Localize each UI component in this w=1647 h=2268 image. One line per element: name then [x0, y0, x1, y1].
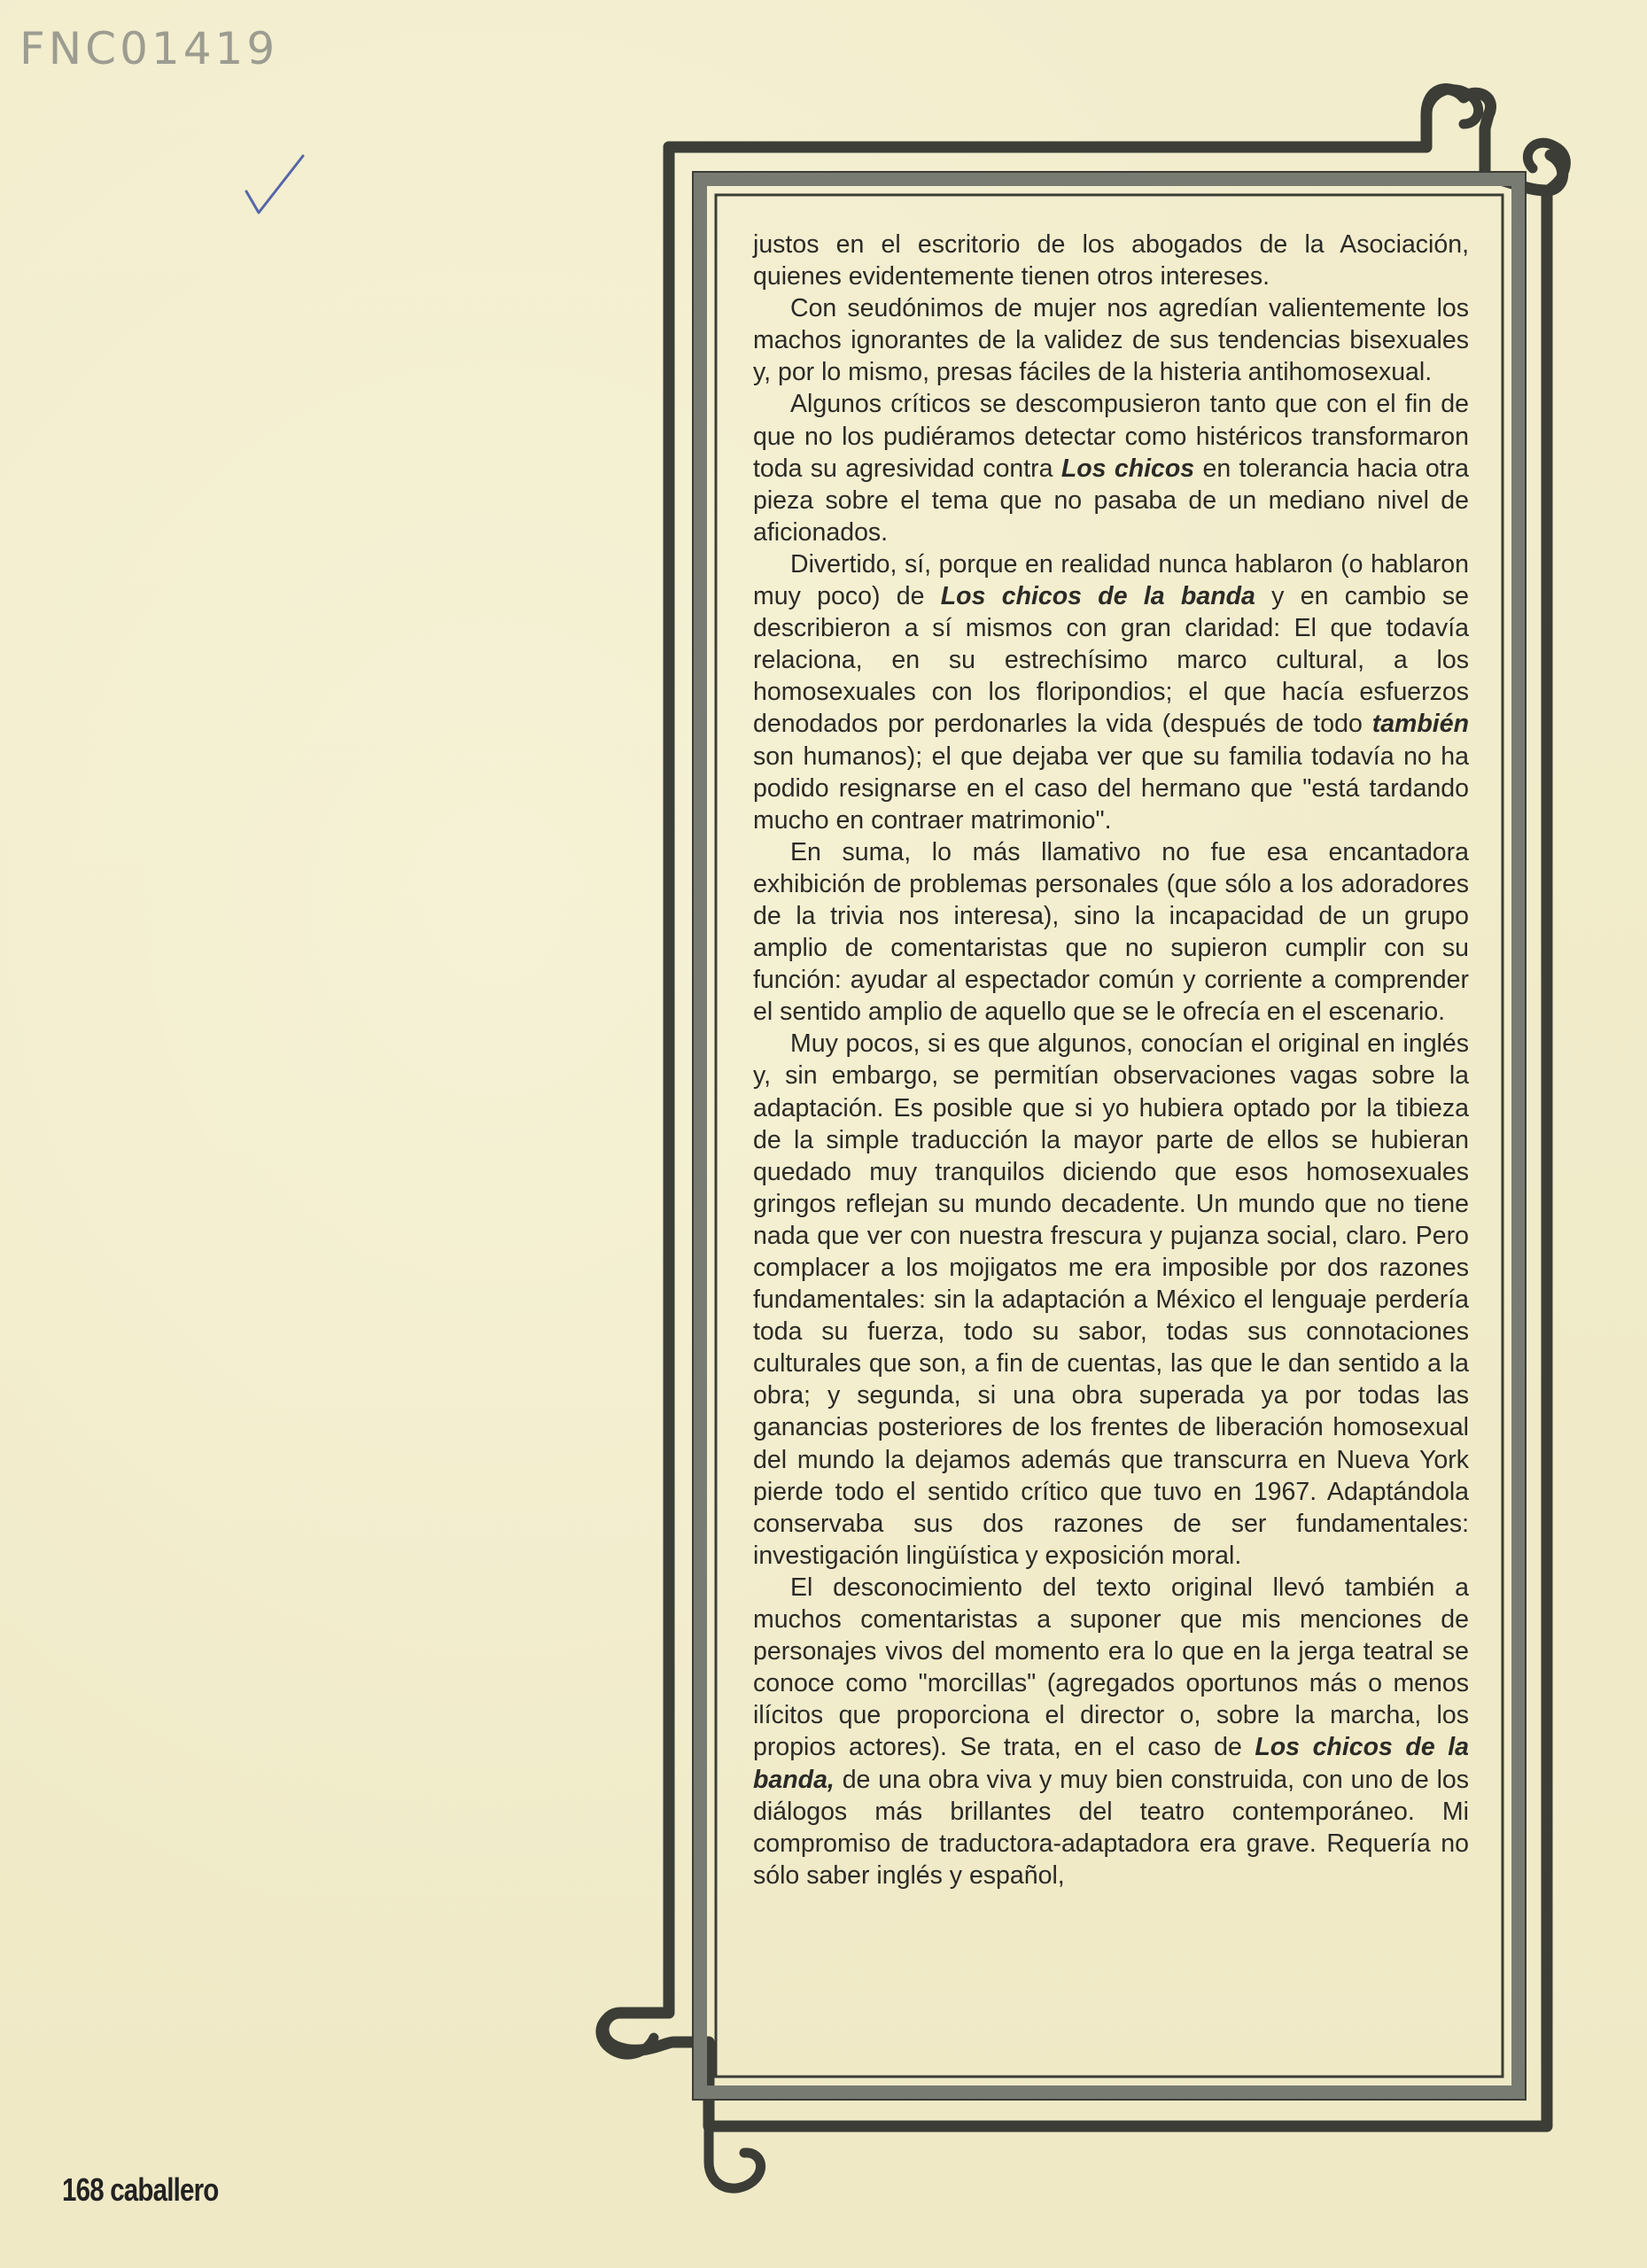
article-paragraph-3: Algunos críticos se descompusieron tanto que con el fin de que no los pudiéramos detectar como histéricos transformaron toda su agresividad contra Los chicos en tolerancia hacia otra pieza sobre el tema que no pasaba de un mediano nivel de aficionados.	[753, 390, 1469, 547]
article-paragraph-5: En suma, lo más llamativo no fue esa encantadora exhibición de problemas personales (que sólo a los adoradores de la trivia nos interesa), sino la incapacidad de un grupo amplio de comentaristas que no supieron cumplir con su función: ayudar al espectador común y corriente a comprender el sentido amplio de aquello que se le ofrecía en el escenario.	[753, 837, 1469, 1027]
article-paragraph-1: justos en el escritorio de los abogados de la Asociación, quienes evidentemente tienen otros intereses.	[753, 230, 1469, 291]
magazine-name: caballero	[110, 2171, 219, 2208]
archive-code-stamp: FNC01419	[19, 23, 279, 74]
emphasis-word: también	[1371, 710, 1469, 739]
article-paragraph-2: Con seudónimos de mujer nos agredían valientemente los machos ignorantes de la validez de sus tendencias bisexuales y, por lo mismo, presas fáciles de la histeria antihomosexual.	[753, 294, 1469, 387]
play-title: Los chicos	[1060, 454, 1195, 483]
play-title: Los chicos de la banda,	[753, 1733, 1469, 1794]
page-number: 168	[62, 2171, 104, 2208]
article-paragraph-4: Divertido, sí, porque en realidad nunca hablaron (o hablaron muy poco) de Los chicos de la banda y en cambio se describieron a sí mismos con gran claridad: El que todavía relaciona, en su estrechísimo marco cultural, a los homosexuales con los floripondios; el que hacía esfuerzos denodados por perdonarles la vida (después de todo también son humanos); el que dejaba ver que su familia todavía no ha podido resignarse en el caso del hermano que "está tardando mucho en contraer matrimonio".	[753, 549, 1470, 835]
article-body	[753, 229, 1469, 1891]
article-paragraph-7: El desconocimiento del texto original llevó también a muchos comentaristas a suponer que mis menciones de personajes vivos del momento era lo que en la jerga teatral se conoce como "morcillas" (agregados oportunos más o menos ilícitos que proporciona el director o, sobre la marcha, los propios actores). Se trata, en el caso de Los chicos de la banda, de una obra viva y muy bien construida, con uno de los diálogos más brillantes del teatro contemporáneo. Mi compromiso de traductora-adaptadora era grave. Requería no sólo saber inglés y español,	[753, 1573, 1469, 1890]
page-footer	[62, 2171, 218, 2209]
play-title: Los chicos de la banda	[940, 582, 1255, 611]
article-paragraph-6: Muy pocos, si es que algunos, conocían el original en inglés y, sin embargo, se permitían observaciones vagas sobre la adaptación. Es posible que si yo hubiera optado por la tibieza de la simple traducción la mayor parte de ellos se hubieran quedado muy tranquilos diciendo que esos homosexuales gringos reflejan su mundo decadente. Un mundo que no tiene nada que ver con nuestra frescura y pujanza social, claro. Pero complacer a los mojigatos me era imposible por dos razones fundamentales: sin la adaptación a México el lenguaje perdería toda su fuerza, todo su sabor, todas sus connotaciones culturales que son, a fin de cuentas, las que le dan sentido a la obra; y segunda, si una obra superada ya por todas las ganancias posteriores de los frentes de liberación homosexual del mundo la dejamos además que transcurra en Nueva York pierde todo el sentido crítico que tuvo en 1967. Adaptándola conservaba sus dos razones de ser fundamentales: investigación lingüística y exposición moral.	[753, 1029, 1469, 1570]
